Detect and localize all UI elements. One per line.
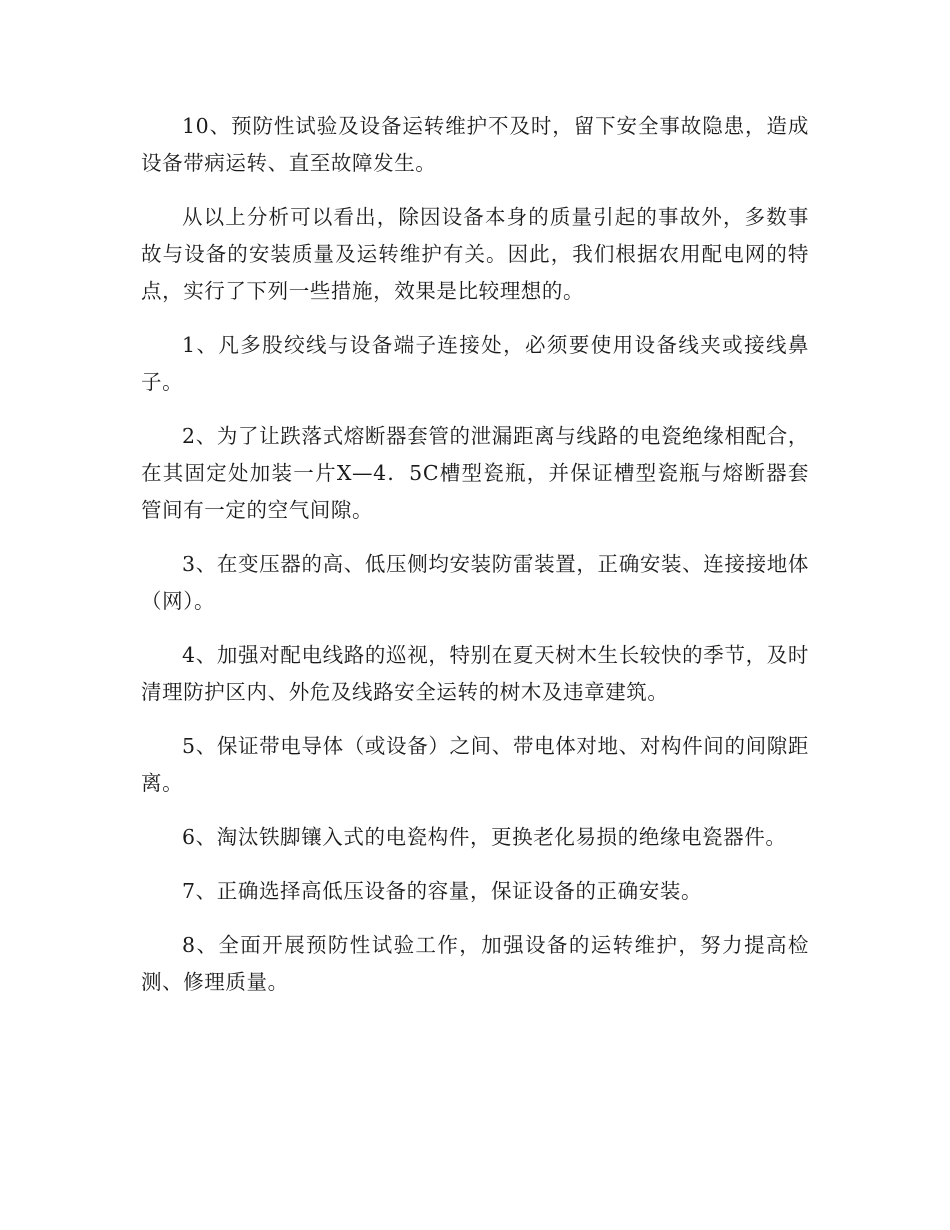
document-body — [141, 108, 809, 1018]
paragraph-measure-4: 4、加强对配电线路的巡视，特别在夏天树木生长较快的季节，及时清理防护区内、外危及线路安全运转的树木及违章建筑。 — [141, 643, 809, 704]
paragraph-analysis-summary: 从以上分析可以看出，除因设备本身的质量引起的事故外，多数事故与设备的安装质量及运转维护有关。因此，我们根据农用配电网的特点，实行了下列一些措施，效果是比较理想的。 — [141, 205, 809, 303]
paragraph-measure-7: 7、正确选择高低压设备的容量，保证设备的正确安装。 — [182, 879, 703, 903]
paragraph-measure-5: 5、保证带电导体（或设备）之间、带电体对地、对构件间的间隙距离。 — [141, 734, 809, 795]
paragraph-measure-2: 2、为了让跌落式熔断器套管的泄漏距离与线路的电瓷绝缘相配合，在其固定处加装一片X—4．5C槽型瓷瓶，并保证槽型瓷瓶与熔断器套管间有一定的空气间隙。 — [141, 424, 809, 522]
paragraph-measure-1: 1、凡多股绞线与设备端子连接处，必须要使用设备线夹或接线鼻子。 — [141, 333, 809, 394]
paragraph-item-10-cause: 10、预防性试验及设备运转维护不及时，留下安全事故隐患，造成设备带病运转、直至故障发生。 — [141, 114, 809, 175]
paragraph-measure-6: 6、淘汰铁脚镶入式的电瓷构件，更换老化易损的绝缘电瓷器件。 — [182, 825, 787, 849]
paragraph-measure-8: 8、全面开展预防性试验工作，加强设备的运转维护，努力提高检测、修理质量。 — [141, 933, 809, 994]
paragraph-measure-3: 3、在变压器的高、低压侧均安装防雷装置，正确安装、连接接地体（网）。 — [141, 552, 809, 613]
